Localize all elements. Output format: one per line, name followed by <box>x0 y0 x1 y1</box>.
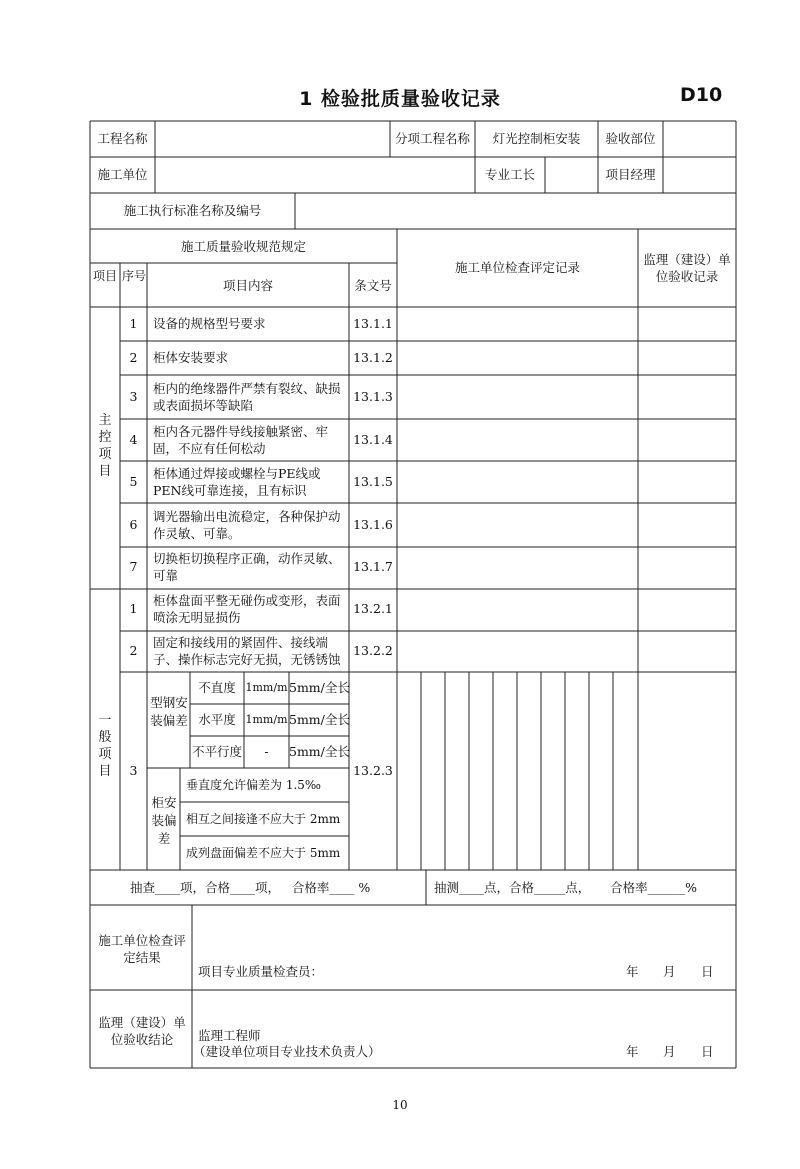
main-item-content: 柜内的绝缘器件严禁有裂纹、缺损或表面损坏等缺陷 <box>153 381 341 413</box>
general-items-category: 一般项目 <box>98 713 112 779</box>
main-item-seq: 1 <box>129 316 138 331</box>
main-item-clause: 13.1.6 <box>353 517 393 532</box>
sub-project-label: 分项工程名称 <box>394 131 470 146</box>
inspector-label: 项目专业质量检查员： <box>198 964 324 979</box>
main-item-seq: 2 <box>129 350 138 365</box>
main-item-clause: 13.1.3 <box>353 389 393 404</box>
steel-row-per-m: 1mm/m <box>245 681 288 694</box>
inspection-part-label: 验收部位 <box>605 131 656 146</box>
steel-row-per-m: - <box>264 744 269 759</box>
date-year: 年 <box>626 1044 639 1059</box>
main-item-seq: 6 <box>129 517 138 532</box>
steel-row-full: 5mm/全长 <box>289 680 350 695</box>
general-item-clause: 13.2.1 <box>353 601 393 616</box>
steel-row-name: 水平度 <box>198 712 236 727</box>
foreman-label: 专业工长 <box>484 167 535 182</box>
page-number: 10 <box>392 1098 408 1112</box>
check-record-header: 施工单位检查评定记录 <box>454 260 580 275</box>
construction-result-label: 施工单位检查评定结果 <box>98 933 186 965</box>
general-item-content: 柜体盘面平整无碰伤或变形，表面喷涂无明显损伤 <box>153 593 341 625</box>
date-month: 月 <box>663 1044 676 1059</box>
main-item-content: 柜体通过焊接或螺栓与PE线或PEN线可靠连接，且有标识 <box>153 466 321 498</box>
sub-project-value[interactable]: 灯光控制柜安装 <box>492 131 581 146</box>
main-item-content: 柜体安装要求 <box>153 350 229 365</box>
main-item-clause: 13.1.5 <box>353 474 393 489</box>
category-header: 项目 <box>92 269 117 283</box>
main-items-category: 主控项目 <box>98 413 112 479</box>
main-item-clause: 13.1.1 <box>353 316 393 331</box>
steel-row-full: 5mm/全长 <box>289 744 350 759</box>
main-item-seq: 3 <box>129 389 138 404</box>
general-item-clause: 13.2.2 <box>353 643 393 658</box>
supervision-result-label: 监理（建设）单位验收结论 <box>98 1015 186 1047</box>
cabinet-deviation-label: 柜安装偏差 <box>151 795 177 846</box>
date-year: 年 <box>626 964 639 979</box>
main-item-seq: 5 <box>129 474 138 489</box>
steel-row-per-m: 1mm/m <box>245 713 288 726</box>
general-item-seq: 1 <box>129 601 138 616</box>
main-item-content: 设备的规格型号要求 <box>153 316 266 331</box>
sample-summary: 抽查____项，合格____项， 合格率____ % <box>130 880 371 895</box>
main-item-clause: 13.1.2 <box>353 350 393 365</box>
general-item-content: 固定和接线用的紧固件、接线端子、操作标志完好无损，无锈锈蚀 <box>153 635 341 667</box>
general-item-clause: 13.2.3 <box>353 763 393 778</box>
main-item-content: 柜内各元器件导线接触紧密、牢固，不应有任何松动 <box>153 424 329 456</box>
general-item-seq: 2 <box>129 643 138 658</box>
steel-row-name: 不直度 <box>198 680 236 695</box>
standard-label: 施工执行标准名称及编号 <box>123 203 262 218</box>
engineer-label: 监理工程师 <box>198 1028 261 1043</box>
main-item-content: 切换柜切换程序正确，动作灵敏、可靠 <box>153 551 341 583</box>
seq-header: 序号 <box>121 269 146 283</box>
project-manager-label: 项目经理 <box>605 167 656 182</box>
main-item-clause: 13.1.4 <box>353 432 393 447</box>
cabinet-row: 成列盘面偏差不应大于 5mm <box>186 846 341 860</box>
cabinet-row: 相互之间接逢不应大于 2mm <box>186 812 341 826</box>
steel-row-name: 不平行度 <box>191 744 242 759</box>
steel-row-full: 5mm/全长 <box>289 712 350 727</box>
form-code: D10 <box>680 84 723 106</box>
steel-deviation-label: 型钢安装偏差 <box>150 695 188 728</box>
main-item-seq: 4 <box>129 432 138 447</box>
main-item-clause: 13.1.7 <box>353 559 393 574</box>
cabinet-row: 垂直度允许偏差为 1.5‰ <box>186 778 322 792</box>
page-title: 1 检验批质量验收记录 <box>299 88 501 110</box>
content-header: 项目内容 <box>222 278 273 293</box>
date-day: 日 <box>701 964 714 979</box>
measure-summary: 抽测____点，合格_____点， 合格率______% <box>434 880 697 895</box>
date-month: 月 <box>663 964 676 979</box>
spec-header: 施工质量验收规范规定 <box>180 239 306 254</box>
owner-note: （建设单位项目专业技术负责人） <box>193 1044 381 1059</box>
date-day: 日 <box>701 1044 714 1059</box>
main-item-content: 调光器输出电流稳定，各种保护动作灵敏、可靠。 <box>153 509 341 541</box>
clause-header: 条文号 <box>354 278 392 293</box>
construction-unit-label: 施工单位 <box>97 167 148 182</box>
project-name-label: 工程名称 <box>97 131 148 146</box>
general-item-seq: 3 <box>129 763 138 778</box>
main-item-seq: 7 <box>129 559 138 574</box>
supervision-header: 监理（建设）单位验收记录 <box>643 252 731 284</box>
